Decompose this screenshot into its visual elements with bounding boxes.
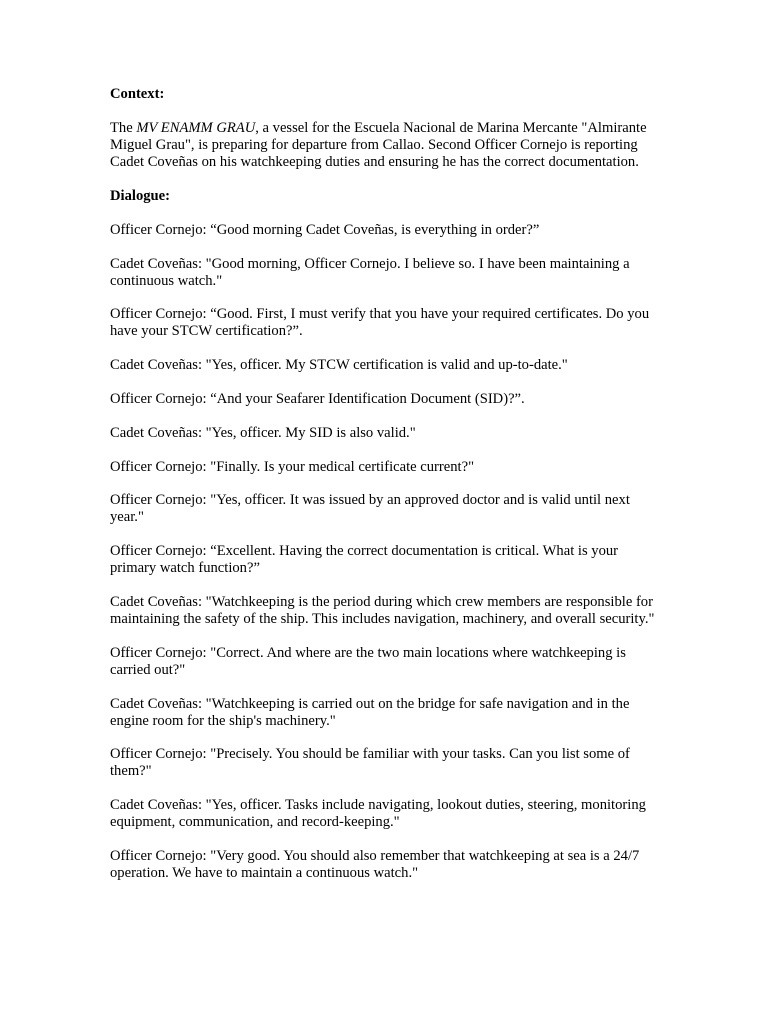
dialogue-line: Cadet Coveñas: "Yes, officer. Tasks include navigating, lookout duties, steering, monitoring equipment, communication, and record-keeping." <box>110 797 646 831</box>
dialogue-line: Officer Cornejo: "Correct. And where are the two main locations where watchkeeping is carried out?" <box>110 644 626 678</box>
dialogue-line: Cadet Coveñas: "Yes, officer. My STCW certification is valid and up-to-date." <box>110 357 568 374</box>
context-paragraph <box>110 120 665 171</box>
dialogue-line: Officer Cornejo: “Good morning Cadet Coveñas, is everything in order?” <box>110 221 540 238</box>
dialogue-line: Officer Cornejo: “And your Seafarer Identification Document (SID)?”. <box>110 390 525 407</box>
dialogue-line: Cadet Coveñas: "Good morning, Officer Cornejo. I believe so. I have been maintaining a continuous watch." <box>110 255 630 289</box>
dialogue-line: Cadet Coveñas: "Yes, officer. My SID is also valid." <box>110 424 416 441</box>
dialogue-line: Officer Cornejo: “Good. First, I must verify that you have your required certificates. Do you have your STCW certification?”. <box>110 306 650 340</box>
dialogue-line: Officer Cornejo: "Finally. Is your medical certificate current?" <box>110 458 475 475</box>
dialogue-heading: Dialogue: <box>110 188 170 204</box>
intro-prefix: The <box>110 120 137 136</box>
vessel-name: MV ENAMM GRAU <box>136 120 256 136</box>
dialogue-line: Cadet Coveñas: "Watchkeeping is carried out on the bridge for safe navigation and in the engine room for the ship's machinery." <box>110 695 630 729</box>
dialogue-line: Cadet Coveñas: "Watchkeeping is the period during which crew members are responsible for maintaining the safety of the ship. This includes navigation, machinery, and overall security." <box>110 593 655 627</box>
intro-rest: , a vessel for the Escuela Nacional de Marina Mercante "Almirante Miguel Grau", is preparing for departure from Callao. Second Officer Cornejo is reporting Cadet Coveñas on his watchkeeping duties and ensuring he has the correct documentation. <box>110 120 647 170</box>
context-heading: Context: <box>110 86 165 102</box>
document-page <box>110 86 665 882</box>
dialogue-line: Officer Cornejo: "Very good. You should also remember that watchkeeping at sea is a 24/7 operation. We have to maintain a continuous watch." <box>110 847 640 881</box>
dialogue-line: Officer Cornejo: “Excellent. Having the correct documentation is critical. What is your primary watch function?” <box>110 543 619 577</box>
dialogue-line: Officer Cornejo: "Precisely. You should be familiar with your tasks. Can you list some of them?" <box>110 746 630 780</box>
dialogue-line: Officer Cornejo: "Yes, officer. It was issued by an approved doctor and is valid until next year." <box>110 492 630 526</box>
